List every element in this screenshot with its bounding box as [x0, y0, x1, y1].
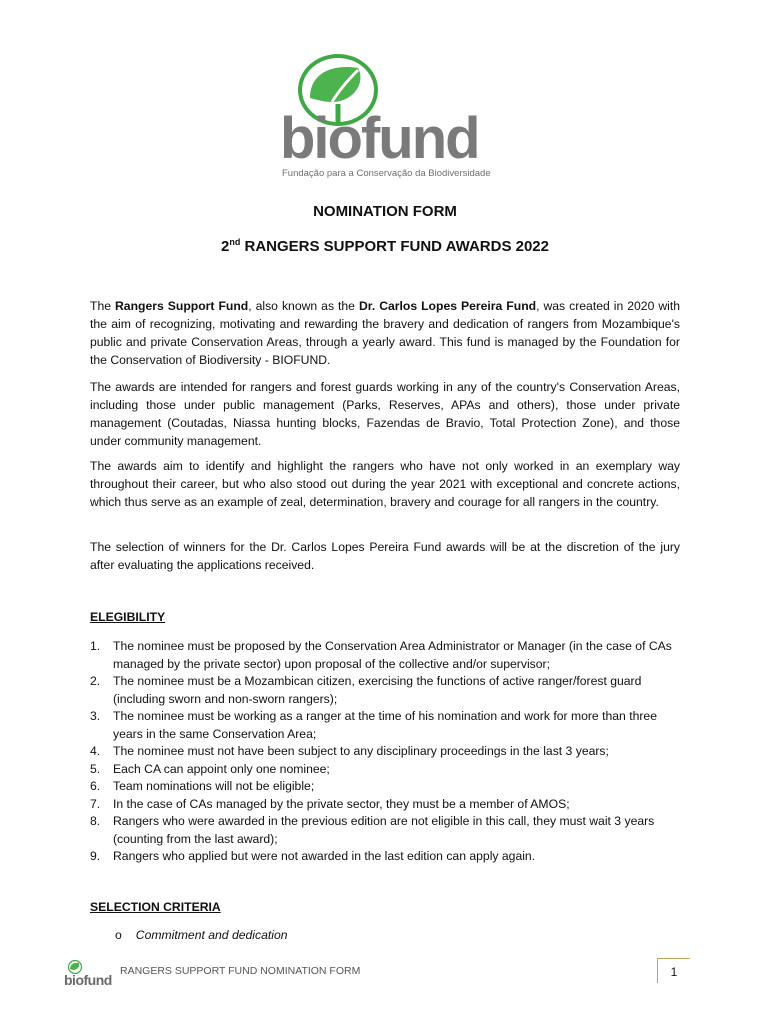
- selection-criteria-heading: SELECTION CRITERIA: [90, 900, 221, 914]
- footer-logo: [64, 960, 114, 990]
- list-item: 2. The nominee must be a Mozambican citizen, exercising the functions of active ranger/forest guard (including sworn and non-sworn rangers);: [90, 674, 642, 706]
- logo-tagline: Fundação para a Conservação da Biodiversidade: [282, 168, 491, 179]
- eligibility-list: [90, 638, 680, 866]
- list-item: 9. Rangers who applied but were not awarded in the last edition can apply again.: [90, 849, 536, 863]
- intro-paragraph-1: The Rangers Support Fund, also known as the Dr. Carlos Lopes Pereira Fund, was created in 2020 with the aim of recognizing, motivating and rewarding the bravery and dedication of rangers from Mozambique's public and private Conservation Areas, through a yearly award. This fund is managed by the Foundation for the Conservation of Biodiversity - BIOFUND.: [90, 299, 681, 367]
- bullet-icon: o: [115, 928, 122, 942]
- list-item: 6. Team nominations will not be eligible;: [90, 779, 315, 793]
- list-item: 7. In the case of CAs managed by the private sector, they must be a member of AMOS;: [90, 796, 570, 811]
- list-item: 8. Rangers who were awarded in the previous edition are not eligible in this call, they must wait 3 years (counting from the last award);: [90, 814, 655, 846]
- footer-title: RANGERS SUPPORT FUND NOMINATION FORM: [120, 965, 361, 977]
- list-item: 4. The nominee must not have been subject to any disciplinary proceedings in the last 3 years;: [90, 744, 609, 758]
- biofund-logo: [278, 52, 498, 182]
- list-item: 3. The nominee must be working as a ranger at the time of his nomination and work for more than three years in the same Conservation Area;: [90, 709, 657, 741]
- intro-paragraph-2: The awards are intended for rangers and forest guards working in any of the country's Conservation Areas, including those under public management (Parks, Reserves, APAs and others), those under private management (Coutadas, Niassa hunting blocks, Fazendas de Bravio, Total Protection Zone), and those under community management.: [90, 380, 680, 448]
- intro-paragraph-3: The awards aim to identify and highlight the rangers who have not only worked in an exemplary way throughout their career, but who also stood out during the year 2021 with exceptional and concrete actions, which thus serve as an example of zeal, determination, bravery and courage for all rangers in the country.: [90, 459, 680, 509]
- logo-wordmark: biofund: [280, 106, 479, 171]
- criteria-item: o Commitment and dedication: [115, 928, 288, 942]
- page-number: 1: [657, 958, 690, 983]
- intro-paragraph-4: The selection of winners for the Dr. Carlos Lopes Pereira Fund awards will be at the discretion of the jury after evaluating the applications received.: [90, 540, 680, 572]
- form-subtitle: 2nd RANGERS SUPPORT FUND AWARDS 2022: [220, 237, 549, 255]
- form-title: NOMINATION FORM: [313, 203, 457, 220]
- eligibility-heading: ELEGIBILITY: [90, 610, 166, 624]
- footer-logo-word: biofund: [64, 972, 112, 988]
- list-item: 1. The nominee must be proposed by the Conservation Area Administrator or Manager (in the case of CAs managed by the private sector) upon proposal of the collective and/or supervisor;: [90, 639, 672, 671]
- list-item: 5. Each CA can appoint only one nominee;: [90, 761, 330, 776]
